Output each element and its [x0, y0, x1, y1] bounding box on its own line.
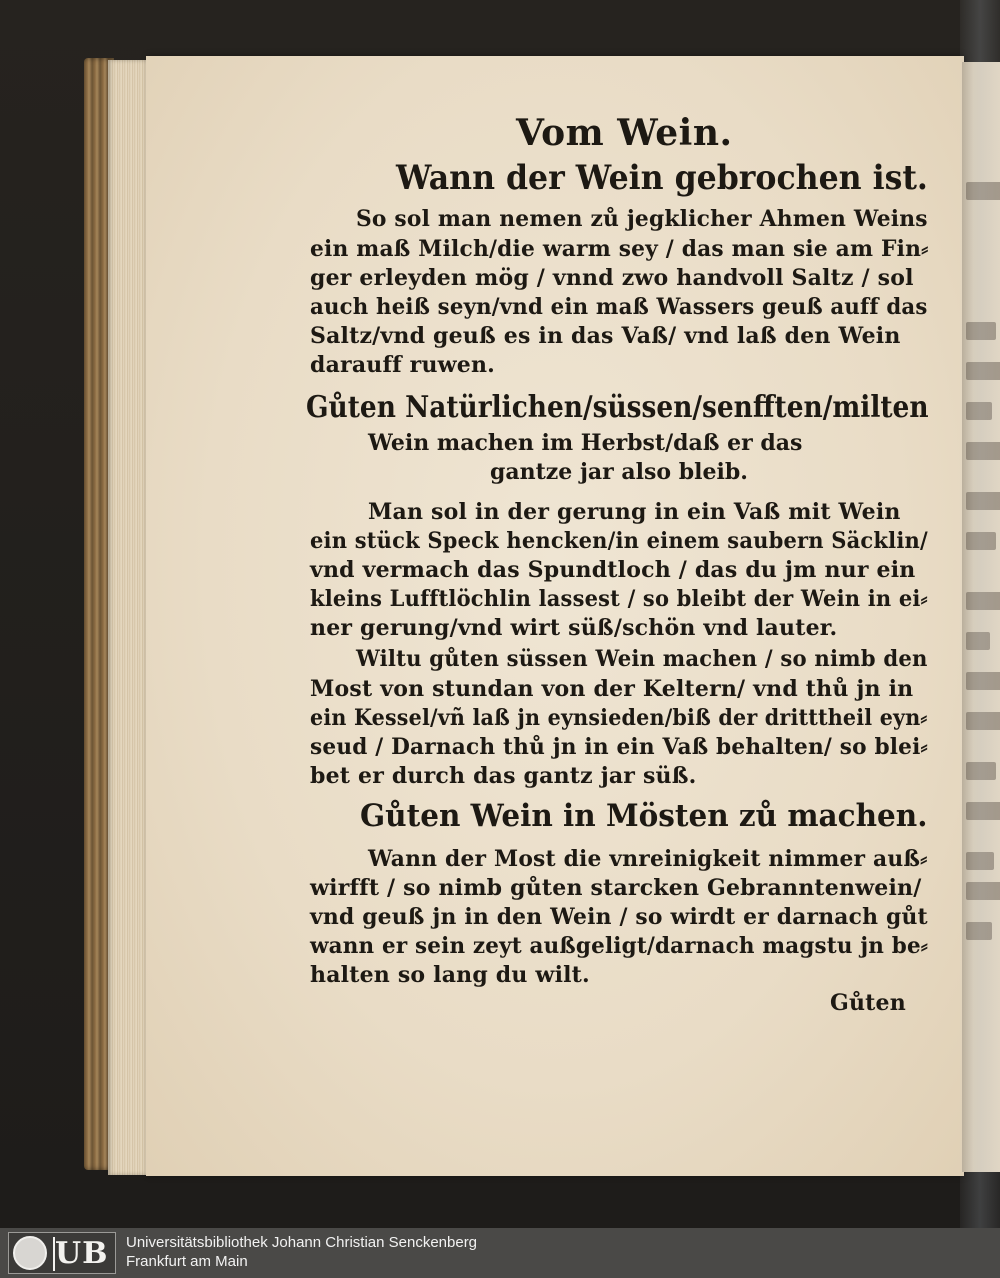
- institution-name: Universitätsbibliothek Johann Christian Senckenberg: [126, 1234, 478, 1251]
- text-line: wirfft / so nimb gůten starcken Gebranntenwein/: [310, 875, 922, 901]
- seal-icon: [13, 1236, 47, 1270]
- section-title-line: gantze jar also bleib.: [490, 459, 748, 485]
- text-line: Man sol in der gerung in ein Vaß mit Wein: [368, 499, 901, 525]
- text-line: kleins Lufftlöchlin lassest / so bleibt der Wein in ei⸗: [310, 586, 928, 612]
- text-line: So sol man nemen zů jegklicher Ahmen Weins: [356, 206, 928, 232]
- text-line: vnd vermach das Spundtloch / das du jm nur ein: [310, 557, 916, 583]
- section-title-line: Wein machen im Herbst/daß er das: [368, 430, 803, 456]
- catchword: Gůten: [830, 990, 906, 1016]
- page-heading: Vom Wein.: [516, 112, 733, 154]
- library-logo: [8, 1232, 116, 1274]
- text-line: Saltz/vnd geuß es in das Vaß/ vnd laß den Wein: [310, 323, 901, 349]
- text-line: seud / Darnach thů jn in ein Vaß behalten/ so blei⸗: [310, 734, 928, 760]
- text-line: ner gerung/vnd wirt süß/schön vnd lauter.: [310, 615, 838, 641]
- text-line: ein Kessel/vñ laß jn eynsieden/biß der dritttheil eyn⸗: [310, 705, 928, 731]
- text-line: Wiltu gůten süssen Wein machen / so nimb den: [356, 646, 928, 672]
- text-line: ger erleyden mög / vnnd zwo handvoll Saltz / sol: [310, 265, 914, 291]
- text-line: wann er sein zeyt außgeligt/darnach magstu jn be⸗: [310, 933, 929, 959]
- page-edges: [108, 60, 148, 1175]
- logo-text: UB: [55, 1236, 109, 1271]
- section-title: Gůten Natürlichen/süssen/senfften/milten: [306, 390, 929, 425]
- text-line: Most von stundan von der Keltern/ vnd thů jn in: [310, 676, 914, 702]
- text-line: Wann der Most die vnreinigkeit nimmer auß⸗: [368, 846, 928, 872]
- section-title: Gůten Wein in Mösten zů machen.: [360, 798, 928, 834]
- text-line: ein stück Speck hencken/in einem saubern Säcklin/: [310, 528, 928, 554]
- library-footer: [0, 1228, 1000, 1278]
- text-line: auch heiß seyn/vnd ein maß Wassers geuß auff das: [310, 294, 928, 320]
- institution-city: Frankfurt am Main: [126, 1253, 248, 1270]
- text-line: vnd geuß jn in den Wein / so wirdt er darnach gůt: [310, 904, 928, 930]
- glass-plate-edge: [960, 0, 1000, 1228]
- text-line: ein maß Milch/die warm sey / das man sie am Fin⸗: [310, 236, 929, 262]
- text-line: darauff ruwen.: [310, 352, 496, 378]
- text-line: bet er durch das gantz jar süß.: [310, 763, 697, 789]
- book-page: [146, 56, 964, 1176]
- text-line: halten so lang du wilt.: [310, 962, 590, 988]
- section-title: Wann der Wein gebrochen ist.: [396, 158, 928, 198]
